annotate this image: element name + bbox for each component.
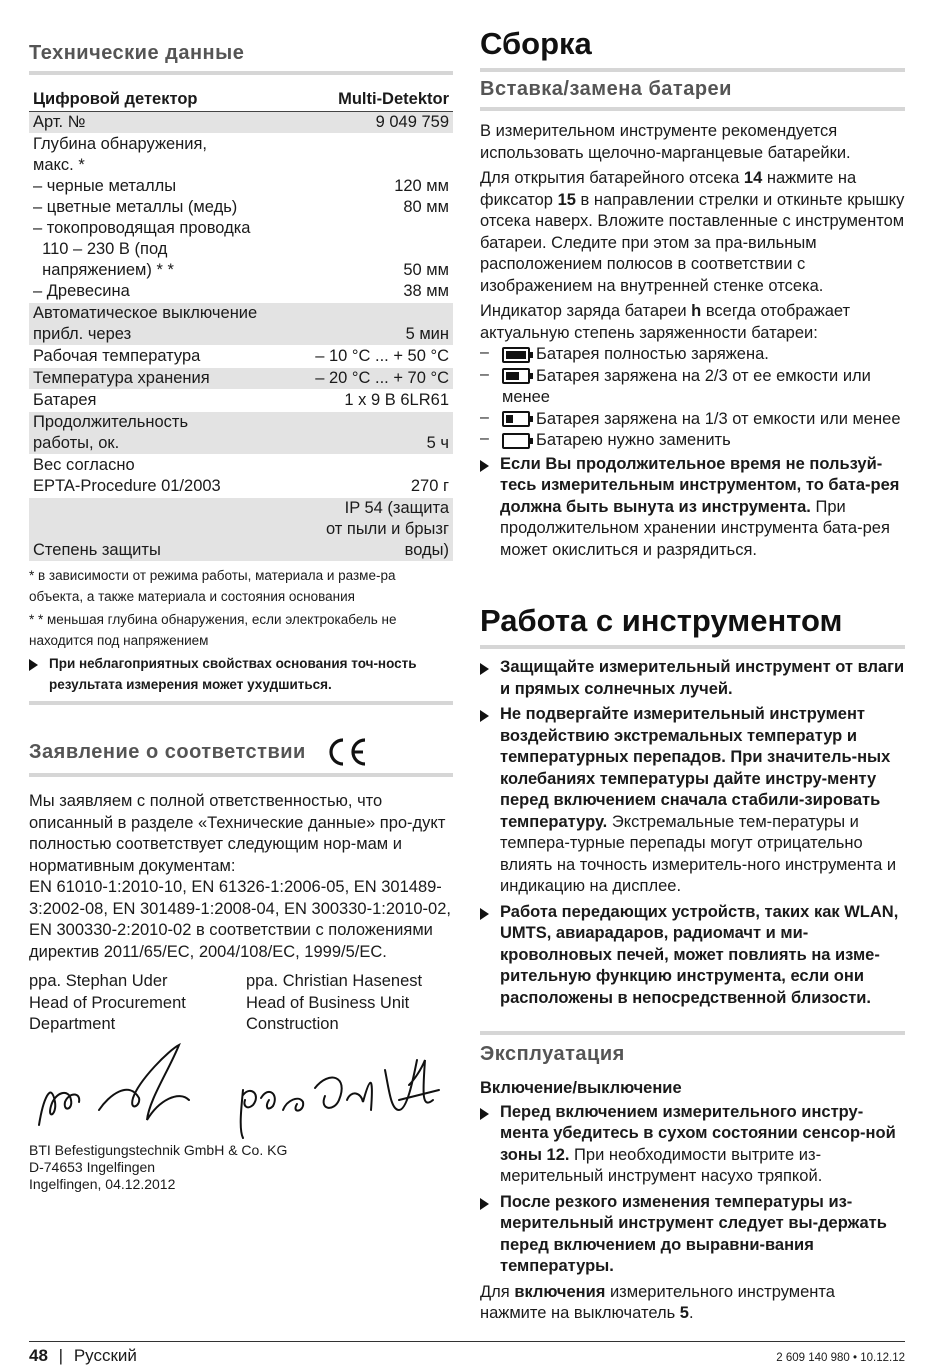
onoff-subheading: Включение/выключение bbox=[480, 1079, 682, 1097]
spec-row bbox=[29, 390, 453, 412]
battery-text-1: В измерительном инструменте рекомендуется использовать щелочно-марганцевые батарейки. bbox=[480, 122, 851, 162]
battery-heading: Вставка/замена батареи bbox=[480, 78, 905, 111]
spec-value: 50 мм bbox=[403, 261, 449, 279]
spec-value: 9 049 759 bbox=[292, 112, 453, 134]
battery-text-3: Индикатор заряда батареи h всегда отображает актуальную степень заряженности батареи: bbox=[480, 302, 851, 342]
conformity-norms: EN 61010-1:2010-10, EN 61326-1:2006-05, EN 301489-3:2002-08, EN 301489-1:2008-04, EN 300330-1:2010-02, EN 300330-2:2010-02 в соответствии с положениями директив 2011/65/EC, 2004/108/EC, 1999/5/EC. bbox=[29, 878, 451, 961]
spec-label: Степень защиты bbox=[29, 498, 292, 562]
tech-data-heading: Технические данные bbox=[29, 42, 453, 75]
battery-level-item: – Батарея заряжена на 2/3 от ее емкости или менее bbox=[480, 365, 871, 406]
spec-row bbox=[29, 412, 453, 455]
page-footer bbox=[29, 1341, 905, 1366]
work-heading: Работа с инструментом bbox=[480, 603, 905, 649]
spec-label: Продолжительность работы, ок. bbox=[29, 412, 292, 455]
battery-warning: Если Вы продолжительное время не пользуй-тесь измерительным инструментом, то бата-рея должна быть вынута из инструмента. При продолжительном хранении инструмента бата-рея может окислиться и разрядиться. bbox=[480, 454, 905, 562]
operation-text: Для включения измерительного инструмента нажмите на выключатель 5. bbox=[480, 1282, 835, 1322]
battery-levels-list bbox=[480, 344, 905, 452]
spec-value: – 10 °C ... + 50 °C bbox=[292, 346, 453, 368]
battery-level-item: – Батарею нужно заменить bbox=[480, 430, 731, 449]
spec-head-label: Цифровой детектор bbox=[29, 89, 292, 112]
spec-value: 120 мм bbox=[394, 177, 449, 195]
spec-value: 270 г bbox=[292, 455, 453, 498]
assembly-heading: Сборка bbox=[480, 26, 905, 72]
spec-row bbox=[29, 176, 453, 197]
triangle-bullet-icon bbox=[480, 1102, 500, 1125]
conformity-heading: Заявление о соответствии bbox=[29, 737, 453, 777]
operation-item-2: После резкого изменения температуры из-мерительный инструмент следует вы-держать перед включением до выравни-вания температуры. bbox=[480, 1192, 905, 1278]
spec-value: – 20 °C ... + 70 °C bbox=[292, 368, 453, 390]
spec-value: 38 мм bbox=[403, 282, 449, 300]
spec-row bbox=[29, 346, 453, 368]
spec-value: 5 мин bbox=[292, 303, 453, 346]
spec-value: 80 мм bbox=[403, 198, 449, 216]
right-column bbox=[480, 0, 905, 1325]
battery-icon bbox=[502, 433, 530, 449]
battery-icon bbox=[502, 347, 530, 363]
footer-language: Русский bbox=[73, 1346, 137, 1365]
spec-table bbox=[29, 89, 453, 561]
spec-row bbox=[29, 498, 453, 562]
triangle-bullet-icon bbox=[480, 902, 500, 925]
spec-notes bbox=[29, 565, 453, 705]
triangle-bullet-icon bbox=[480, 454, 500, 477]
triangle-bullet-icon bbox=[480, 704, 500, 727]
note-footnote-2: * * меньшая глубина обнаружения, если электрокабель не находится под напряжением bbox=[29, 612, 397, 648]
operation-item-1: Перед включением измерительного инстру-мента убедитесь в сухом состоянии сенсор-ной зоны 12. При необходимости вытрите из-мерительный инструмент насухо тряпкой. bbox=[480, 1102, 905, 1188]
spec-value bbox=[292, 134, 453, 177]
spec-row bbox=[29, 303, 453, 346]
signatures bbox=[29, 971, 453, 1036]
spec-value: IP 54 (защита от пыли и брызг воды) bbox=[292, 498, 453, 562]
spec-row bbox=[29, 112, 453, 134]
signature-block-1: ppa. Stephan Uder Head of Procurement Department bbox=[29, 972, 186, 1033]
spec-label: Батарея bbox=[29, 390, 292, 412]
spec-label: Глубина обнаружения, макс. * bbox=[29, 134, 292, 177]
spec-value: 5 ч bbox=[292, 412, 453, 455]
work-item-3: Работа передающих устройств, таких как WLAN, UMTS, авиарадаров, радиомачт и ми-кроволновых печей, может повлиять на изме-рительную функцию инструмента, если они расположены в непосредственной близости. bbox=[480, 902, 905, 1010]
spec-head-value: Multi-Detektor bbox=[292, 89, 453, 112]
triangle-bullet-icon bbox=[480, 657, 500, 680]
spec-label: Вес согласно EPTA-Procedure 01/2003 bbox=[29, 455, 292, 498]
spec-label: – токопроводящая проводка 110 – 230 В (под напряжением) * * bbox=[33, 219, 251, 279]
spec-row bbox=[29, 134, 453, 177]
spec-value: 1 x 9 В 6LR61 bbox=[292, 390, 453, 412]
spec-label: Автоматическое выключение прибл. через bbox=[29, 303, 292, 346]
handwritten-signatures bbox=[29, 1040, 453, 1140]
battery-icon bbox=[502, 368, 530, 384]
spec-row bbox=[29, 281, 453, 303]
spec-label: – черные металлы bbox=[33, 177, 177, 195]
spec-row bbox=[29, 368, 453, 390]
ce-mark-icon bbox=[326, 737, 370, 767]
spec-head-row bbox=[29, 89, 453, 112]
spec-row bbox=[29, 218, 453, 281]
work-item-2: Не подвергайте измерительный инструмент воздействию экстремальных температур и температурных перепадов. При значитель-ных колебаниях температуры дайте инстру-менту перед включением сначала стабили-зировать температуру. Экстремальные тем-пературы и темпера-турные перепады могут отрицательно влиять на точность измеритель-ного инструмента и индикацию на дисплее. bbox=[480, 704, 905, 898]
conformity-text: Мы заявляем с полной ответственностью, что описанный в разделе «Технические данные» про-дукт полностью соответствует следующим нор-мам и нормативным документам: bbox=[29, 792, 446, 875]
battery-level-item: – Батарея заряжена на 1/3 от емкости или менее bbox=[480, 408, 901, 428]
spec-label: Арт. № bbox=[29, 112, 292, 134]
spec-label: Рабочая температура bbox=[29, 346, 292, 368]
battery-icon bbox=[502, 411, 530, 427]
company-address: BTI Befestigungstechnik GmbH & Co. KG D-74653 Ingelfingen Ingelfingen, 04.12.2012 bbox=[29, 1141, 288, 1192]
footer-code: 2 609 140 980 • 10.12.12 bbox=[776, 1352, 905, 1364]
spec-label: Температура хранения bbox=[29, 368, 292, 390]
left-column bbox=[29, 0, 453, 1193]
spec-row bbox=[29, 455, 453, 498]
triangle-bullet-icon bbox=[480, 1192, 500, 1215]
battery-text-2: Для открытия батарейного отсека 14 нажмите на фиксатор 15 в направлении стрелки и откиньте крышку отсека наверх. Вложите поставленные с инструментом батареи. Следите при этом за пра-вильным расположением полюсов в соответствии с изображением на внутренней стенке отсека. bbox=[480, 169, 905, 295]
battery-level-item: – Батарея полностью заряжена. bbox=[480, 344, 769, 363]
note-warning: При неблагоприятных свойствах основания точ-ность результата измерения может ухудшиться. bbox=[29, 653, 453, 695]
footer-page-info: 48 | Русский bbox=[29, 1346, 137, 1365]
signature-block-2: ppa. Christian Hasenest Head of Business Unit Construction bbox=[246, 972, 423, 1033]
triangle-bullet-icon bbox=[29, 653, 49, 676]
work-item-1: Защищайте измерительный инструмент от влаги и прямых солнечных лучей. bbox=[480, 657, 905, 700]
note-footnote-1: * в зависимости от режима работы, материала и разме-ра объекта, а также материала и состояния основания bbox=[29, 568, 396, 604]
page-number: 48 bbox=[29, 1346, 48, 1365]
spec-row bbox=[29, 197, 453, 218]
operation-heading: Эксплуатация bbox=[480, 1031, 905, 1072]
spec-label: – Древесина bbox=[33, 282, 130, 300]
spec-label: – цветные металлы (медь) bbox=[33, 198, 238, 216]
